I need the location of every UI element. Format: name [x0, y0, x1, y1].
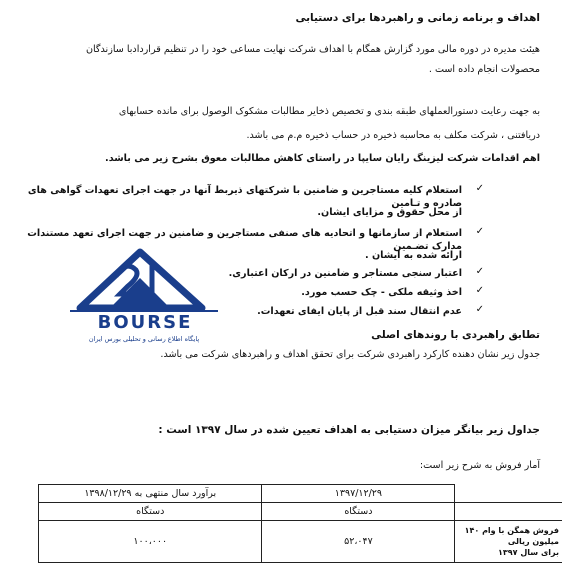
- check-icon: ✓: [475, 266, 484, 277]
- table-row-label: [455, 521, 562, 563]
- provision-line-1: به جهت رعایت دستورالعملهای طبقه بندی و تخصیص ذخایر مطالبات مشکوک الوصول برای مانده حسابهای: [118, 106, 540, 117]
- logo-mountain-icon: [70, 242, 218, 312]
- check-icon: ✓: [475, 304, 484, 315]
- table-header-1398: برآورد سال منتهی به ۱۳۹۸/۱۲/۲۹: [39, 485, 262, 503]
- section-heading-alignment: تطابق راهبردی با روندهای اصلی: [371, 329, 540, 341]
- bullet-2-line-2: ارائه شده به ایشان .: [364, 250, 462, 261]
- section-heading-goals: اهداف و برنامه زمانی و راهبردها برای دستیابی: [295, 12, 540, 24]
- table-corner-cell: [455, 485, 562, 503]
- actions-intro: اهم اقدامات شرکت لیزینگ رایان سایپا در راستای کاهش مطالبات معوق بشرح زیر می باشد.: [105, 153, 540, 164]
- check-icon: ✓: [475, 226, 484, 237]
- table-unit-1: دستگاه: [262, 503, 455, 521]
- bourse-logo: [70, 242, 218, 350]
- table-header-1397: ۱۳۹۷/۱۲/۲۹: [262, 485, 455, 503]
- alignment-paragraph: جدول زیر نشان دهنده کارکرد راهبردی شرکت برای تحقق اهداف و راهبردهای شرکت می باشد.: [160, 349, 540, 360]
- intro-line-1: هیئت مدیره در دوره مالی مورد گزارش همگام با اهداف شرکت نهایت مساعی خود را در تنظیم قراردادبا سازندگان: [85, 44, 540, 55]
- sales-table: [38, 484, 562, 563]
- bullet-1-line-1: استعلام کلیه مستاجرین و ضامنین با شرکتهای ذیربط آنها در جهت اجرای تعهدات گواهی های صادره و تـامین: [27, 185, 462, 209]
- provision-line-2: دریافتنی ، شرکت مکلف به محاسبه ذخیره در حساب ذخیره م.م می باشد.: [246, 130, 540, 141]
- logo-wordmark: BOURSE: [97, 312, 193, 333]
- table-unit-2: دستگاه: [39, 503, 262, 521]
- intro-line-2: محصولات انجام داده است .: [428, 64, 540, 75]
- table-value-1398: ۱۰۰،۰۰۰: [39, 521, 262, 563]
- bullet-3: اعتبار سنجی مستاجر و ضامنین در ارکان اعتباری.: [228, 268, 462, 279]
- sales-note: آمار فروش به شرح زیر است:: [419, 460, 540, 471]
- check-icon: ✓: [475, 183, 484, 194]
- table-value-1397: ۵۲،۰۴۷: [262, 521, 455, 563]
- bullet-4: اخذ وثیقه ملکی - چک حسب مورد.: [301, 287, 462, 298]
- table-row-label-line-1: فروش همگن با وام ۱۴۰ میلیون ریالی: [464, 526, 559, 546]
- table-empty-cell: [455, 503, 562, 521]
- logo-caption: پایگاه اطلاع رسانی و تحلیلی بورس ایران: [88, 335, 200, 343]
- bullet-2-line-1: استعلام از سازمانها و اتحادیه های صنفی مستاجرین و ضامنین در جهت اجرای تعهد مستندات مدارک تضـمین: [27, 228, 462, 252]
- check-icon: ✓: [475, 285, 484, 296]
- table-row-label-line-2: برای سال ۱۳۹۷: [498, 548, 559, 557]
- bullet-5: عدم انتقال سند قبل از پایان ایفای تعهدات.: [257, 306, 462, 317]
- bullet-1-line-2: از محل حقوق و مزایای ایشان.: [317, 207, 462, 218]
- section-heading-achievement: جداول زیر بیانگر میزان دستیابی به اهداف تعیین شده در سال ۱۳۹۷ است :: [158, 424, 540, 436]
